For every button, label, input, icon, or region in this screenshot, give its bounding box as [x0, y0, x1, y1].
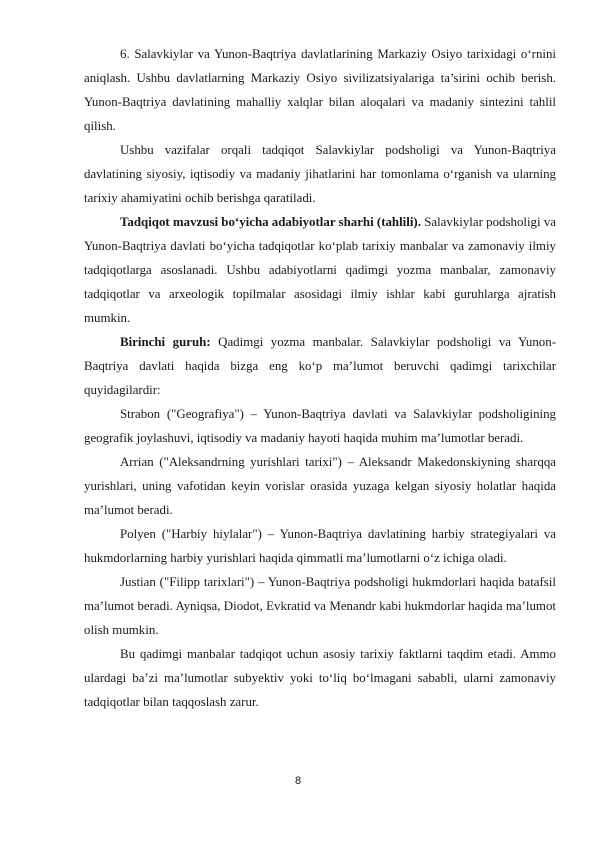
paragraph-text: Qadimgi yozma manbalar. Salavkiylar podsholigi va Yunon-Baqtriya davlati haqida bizga eng ko‘p ma’lumot beruvchi qadimgi tarixchilar quyidagilardir:: [84, 335, 556, 397]
paragraph-text: Salavkiylar podsholigi va Yunon-Baqtriya davlati bo‘yicha tadqiqotlar ko‘plab tarixiy manbalar va zamonaviy ilmiy tadqiqotlarga asoslanadi. Ushbu adabiyotlarni qadimgi yozma manbalar, zamonaviy tadqiqotlar va arxeologik topilmalar asosidagi ilmiy ishlar kabi guruhlarga ajratish mumkin.: [84, 215, 556, 325]
paragraph-text: Arrian ("Aleksandrning yurishlari tarixi") – Aleksandr Makedonskiyning sharqqa yurishlari, uning vafotidan keyin vorislar orasida yuzaga kelgan siyosiy holatlar haqida ma’lumot beradi.: [84, 455, 556, 517]
paragraph: [84, 210, 556, 330]
paragraph-text: Justian ("Filipp tarixlari") – Yunon-Baqtriya podsholigi hukmdorlari haqida batafsil ma’lumot beradi. Ayniqsa, Diodot, Evkratid va Menandr kabi hukmdorlar haqida ma’lumot olish mumkin.: [84, 575, 556, 637]
paragraph: [84, 450, 556, 522]
paragraph-bold-lead: Tadqiqot mavzusi bo‘yicha adabiyotlar sharhi (tahlili).: [120, 215, 421, 229]
paragraph: [84, 570, 556, 642]
paragraph-text: 6. Salavkiylar va Yunon-Baqtriya davlatlarining Markaziy Osiyo tarixidagi o‘rnini aniqlash. Ushbu davlatlarning Markaziy Osiyo sivilizatsiyalariga ta’sirini ochib berish. Yunon-Baqtriya davlatining mahalliy xalqlar bilan aloqalari va madaniy sintezini tahlil qilish.: [84, 47, 556, 133]
paragraph: [84, 402, 556, 450]
paragraph: [84, 642, 556, 714]
paragraph-text: Polyen ("Harbiy hiylalar") – Yunon-Baqtriya davlatining harbiy strategiyalari va hukmdorlarning harbiy yurishlari haqida qimmatli ma’lumotlarni o‘z ichiga oladi.: [84, 527, 556, 565]
page-body: [84, 42, 556, 714]
paragraph: [84, 522, 556, 570]
paragraph: [84, 330, 556, 402]
page-number: 8: [294, 775, 302, 787]
paragraph-text: Bu qadimgi manbalar tadqiqot uchun asosiy tarixiy faktlarni taqdim etadi. Ammo ulardagi ba’zi ma’lumotlar subyektiv yoki to‘liq bo‘lmagani sababli, ularni zamonaviy tadqiqotlar bilan taqqoslash zarur.: [84, 647, 556, 709]
paragraph-bold-lead: Birinchi guruh:: [120, 335, 211, 349]
paragraph: [84, 42, 556, 138]
paragraph: [84, 138, 556, 210]
paragraph-text: Strabon ("Geografiya") – Yunon-Baqtriya davlati va Salavkiylar podsholigining geografik joylashuvi, iqtisodiy va madaniy hayoti haqida muhim ma’lumotlar beradi.: [84, 407, 556, 445]
paragraph-text: Ushbu vazifalar orqali tadqiqot Salavkiylar podsholigi va Yunon-Baqtriya davlatining siyosiy, iqtisodiy va madaniy jihatlarini har tomonlama o‘rganish va ularning tarixiy ahamiyatini ochib berishga qaratiladi.: [84, 143, 556, 205]
